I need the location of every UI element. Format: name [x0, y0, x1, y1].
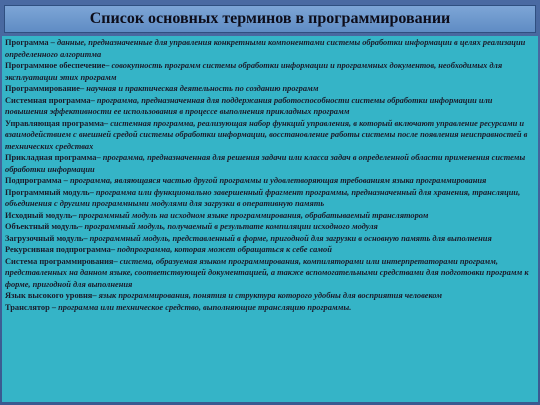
term-separator: –: [113, 256, 120, 266]
term-separator: –: [89, 187, 96, 197]
term-name: Загрузочный модуль: [5, 233, 84, 243]
term-name: Программный модуль: [5, 187, 90, 197]
slide-title: Список основных терминов в программировании: [89, 10, 451, 27]
term-separator: –: [79, 84, 87, 93]
term-entry: [5, 233, 535, 245]
term-separator: –: [49, 302, 59, 312]
term-definition: подпрограмма, которая может обращаться к себе самой: [117, 245, 332, 254]
term-definition: программа или техническое средство, выполняющие трансляцию программы.: [58, 302, 352, 312]
term-name: Исходный модуль: [5, 210, 73, 220]
term-separator: –: [72, 210, 79, 220]
term-name: Системная программа: [5, 95, 91, 105]
term-entry: [5, 290, 535, 302]
term-entry: [5, 83, 535, 95]
term-separator: –: [105, 61, 112, 70]
term-entry: [5, 244, 535, 256]
term-name: Управляющая программа: [5, 118, 104, 128]
term-definition: системная программа, реализующая набор функций управления, в который включают управление ресурсами и взаимодействием с внешней средой системы обработки информации, восстановление работы системы после появления неисправностей в технических средствах: [5, 118, 528, 151]
term-entry: [5, 95, 535, 118]
term-name: Программирование: [5, 84, 80, 93]
term-separator: –: [110, 245, 118, 254]
term-entry: [5, 118, 535, 153]
term-separator: –: [48, 38, 57, 47]
term-entry: [5, 302, 535, 314]
term-name: Программное обеспечение: [5, 61, 106, 70]
term-name: Прикладная программа: [5, 153, 97, 162]
term-entry: [5, 256, 535, 291]
term-separator: –: [103, 118, 111, 128]
term-definition: научная и практическая деятельность по созданию программ: [86, 84, 319, 93]
term-name: Объектный модуль: [5, 222, 79, 231]
term-name: Система программирования: [5, 256, 114, 266]
term-separator: –: [78, 222, 85, 231]
term-entry: [5, 221, 535, 233]
term-entry: [5, 37, 535, 60]
term-definition: программа, являющаяся частью другой программы и удовлетворяющая требованиям языка программирования: [69, 176, 487, 185]
term-entry: [5, 187, 535, 210]
term-separator: –: [92, 291, 99, 300]
term-name: Транслятор: [5, 302, 50, 312]
term-name: Подпрограмма: [5, 176, 62, 185]
term-entry: [5, 60, 535, 83]
terms-list: [2, 36, 538, 402]
term-entry: [5, 210, 535, 222]
term-separator: –: [61, 176, 70, 185]
term-separator: –: [96, 153, 103, 162]
term-name: Программа: [5, 38, 49, 47]
term-name: Рекурсивная подпрограмма: [5, 245, 111, 254]
term-definition: программный модуль на исходном языке программирования, обрабатываемый транслятором: [78, 210, 429, 220]
term-definition: программа или функционально завершенный фрагмент программы, предназначенный для хранения, трансляции, объединения с другими программными модулями для загрузки в оперативную память: [5, 187, 521, 208]
term-definition: программа, предназначенная для решения задачи или класса задач в определенной области применения системы обработки информации: [5, 153, 526, 174]
term-definition: данные, предназначенные для управления конкретными компонентами системы обработки информации в целях реализации определенного алгоритма: [5, 38, 526, 59]
term-definition: программный модуль, получаемый в результате компиляции исходного модуля: [84, 222, 378, 231]
term-separator: –: [83, 233, 90, 243]
term-definition: система, образуемая языком программирования, компиляторами или интерпретаторами программ, представленных на данном языке, соответствующей документацией, а также вспомогательными средствами для подготовки программ к форме, пригодной для выполнения: [5, 256, 529, 289]
term-entry: [5, 152, 535, 175]
term-definition: программа, предназначенная для поддержания работоспособности системы обработки информации или повышения эффективности ее использования в процессе выполнения прикладных программ: [5, 95, 493, 116]
term-definition: программный модуль, представленный в форме, пригодной для загрузки в основную память для выполнения: [89, 233, 492, 243]
term-entry: [5, 175, 535, 187]
title-bar: [4, 5, 536, 33]
term-name: Язык высокого уровня: [5, 291, 93, 300]
term-definition: язык программирования, понятия и структура которого удобны для восприятия человеком: [98, 291, 443, 300]
term-definition: совокупность программ системы обработки информации и программных документов, необходимых для эксплуатации этих программ: [5, 61, 503, 82]
term-separator: –: [90, 95, 97, 105]
